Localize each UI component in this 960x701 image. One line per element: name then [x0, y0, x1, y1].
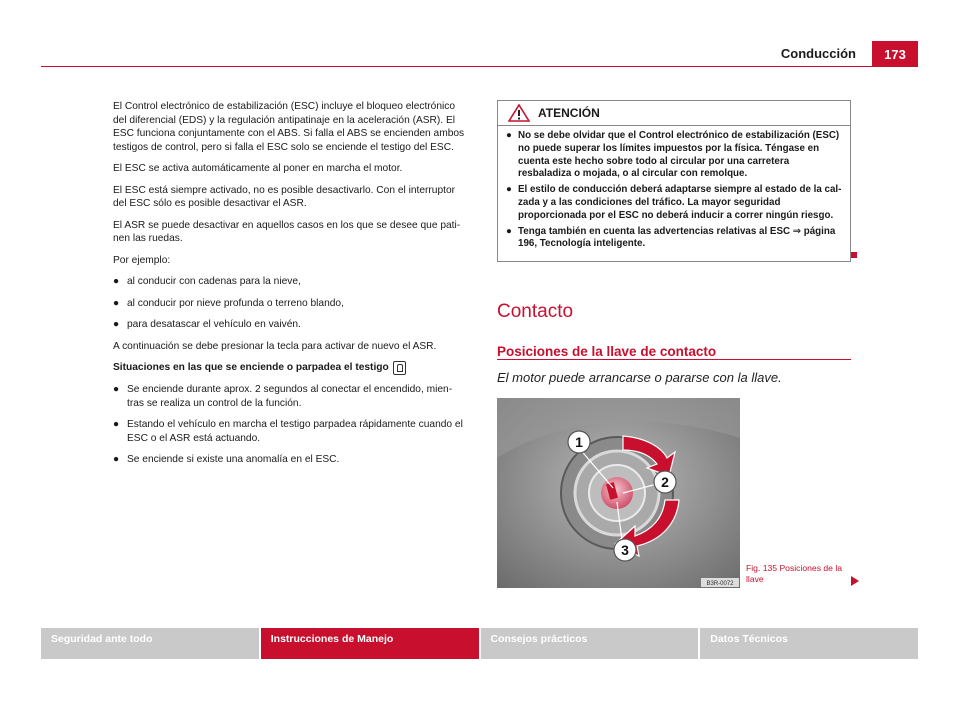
ignition-key-figure — [497, 398, 740, 588]
lead-text: El motor puede arrancarse o pararse con la llave. — [497, 370, 782, 385]
list-item — [113, 418, 465, 445]
paragraph: A continuación se debe presionar la tecla para activar de nuevo el ASR. — [113, 340, 437, 352]
paragraph: El ESC se activa automáticamente al poner en marcha el motor. — [113, 163, 403, 174]
bullet-icon: ● — [113, 276, 120, 287]
footer-tab-instrucciones[interactable]: Instrucciones de Manejo — [261, 628, 479, 659]
warning-box — [497, 100, 851, 262]
bullet-icon: ● — [113, 297, 120, 309]
list-item — [113, 453, 465, 467]
warning-item-text: No se debe olvidar que el Control electrónico de estabilización (ESC) no puede superar los límites impuestos por la física. Téngase en cuenta este hecho sobre todo al circular por una carretera resbaladiza o mojada, o al circular con remolque. — [518, 130, 840, 180]
list-item-text: al conducir con cadenas para la nieve, — [127, 276, 301, 287]
section-title: Contacto — [497, 301, 574, 322]
bullet-icon: ● — [506, 130, 512, 141]
warning-item-text: El estilo de conducción deberá adaptarse siempre al estado de la calzada y a las condiciones del tráfico. La mayor seguridad proporcionada por el ESC no deberá inducir a correr ningún riesgo. — [518, 184, 842, 221]
footer-tab-consejos[interactable]: Consejos prácticos — [481, 628, 699, 659]
paragraph: El Control electrónico de estabilización (ESC) incluye el bloqueo electrónico del diferencial (EDS) y la regulación antipatinaje en la aceleración (ASR). El ESC funciona conjuntamente con el ABS. Si falla el ABS se encienden ambos testigos de control, pero si falla el ESC solo se enciende el testigo del ESC. — [113, 101, 465, 153]
paragraph: Por ejemplo: — [113, 254, 171, 266]
callout-1 — [568, 431, 590, 453]
callout-1-label: 1 — [575, 434, 583, 450]
subsection-rule — [497, 359, 851, 360]
bullet-icon: ● — [113, 384, 120, 395]
list-item — [113, 383, 465, 410]
warning-item-text: Tenga también en cuenta las advertencias relativas al ESC ⇒ página 196, Tecnología inteligente. — [518, 225, 836, 250]
warning-item — [506, 130, 842, 181]
bullet-icon: ● — [506, 184, 512, 196]
bullet-icon: ● — [506, 225, 512, 237]
bullet-icon: ● — [113, 419, 120, 430]
end-marker-square — [851, 252, 857, 258]
list-item-text: Estando el vehículo en marcha el testigo parpadea rápidamente cuando el ESC o el ASR está actuando. — [127, 419, 463, 444]
header-title: Conducción — [780, 46, 856, 61]
footer-tab-seguridad[interactable]: Seguridad ante todo — [41, 628, 259, 659]
figure-caption: Fig. 135 Posiciones de la llave — [746, 563, 843, 584]
bullet-icon: ● — [113, 454, 120, 465]
callout-3-label: 3 — [621, 542, 629, 558]
warning-item — [506, 226, 842, 252]
esc-warning-light-icon — [393, 361, 406, 375]
list-item-text: Se enciende si existe una anomalía en el ESC. — [127, 454, 340, 465]
callout-3 — [614, 539, 636, 561]
warning-item — [506, 184, 842, 222]
continue-arrow-icon — [851, 576, 859, 586]
page-number-badge: 173 — [872, 41, 918, 67]
warning-triangle-icon — [508, 104, 530, 122]
left-column — [113, 100, 465, 475]
list-item-text: para desatascar el vehículo en vaivén. — [127, 319, 301, 330]
warning-title: ATENCIÓN — [538, 106, 600, 120]
situations-heading-text: Situaciones en las que se enciende o parpadea el testigo — [113, 362, 389, 374]
figure-code: B3R-0072 — [706, 581, 734, 587]
warning-header — [498, 101, 850, 126]
list-item — [113, 297, 465, 311]
callout-2 — [654, 471, 676, 493]
warning-body — [498, 126, 850, 258]
footer-nav — [41, 628, 918, 659]
footer-tab-datos[interactable]: Datos Técnicos — [700, 628, 918, 659]
header-rule — [41, 66, 918, 67]
list-item-text: al conducir por nieve profunda o terreno blando, — [127, 297, 344, 309]
subsection-title: Posiciones de la llave de contacto — [497, 344, 717, 359]
paragraph: El ASR se puede desactivar en aquellos casos en los que se desee que patinen las ruedas. — [113, 219, 461, 244]
list-item — [113, 275, 465, 289]
situations-heading — [113, 361, 465, 375]
paragraph: El ESC está siempre activado, no es posible desactivarlo. Con el interruptor del ESC sólo es posible desactivar el ASR. — [113, 184, 456, 209]
list-item-text: Se enciende durante aprox. 2 segundos al conectar el encendido, mientras se realiza un control de la función. — [127, 384, 453, 409]
bullet-icon: ● — [113, 319, 120, 330]
callout-2-label: 2 — [661, 474, 669, 490]
list-item — [113, 318, 465, 332]
